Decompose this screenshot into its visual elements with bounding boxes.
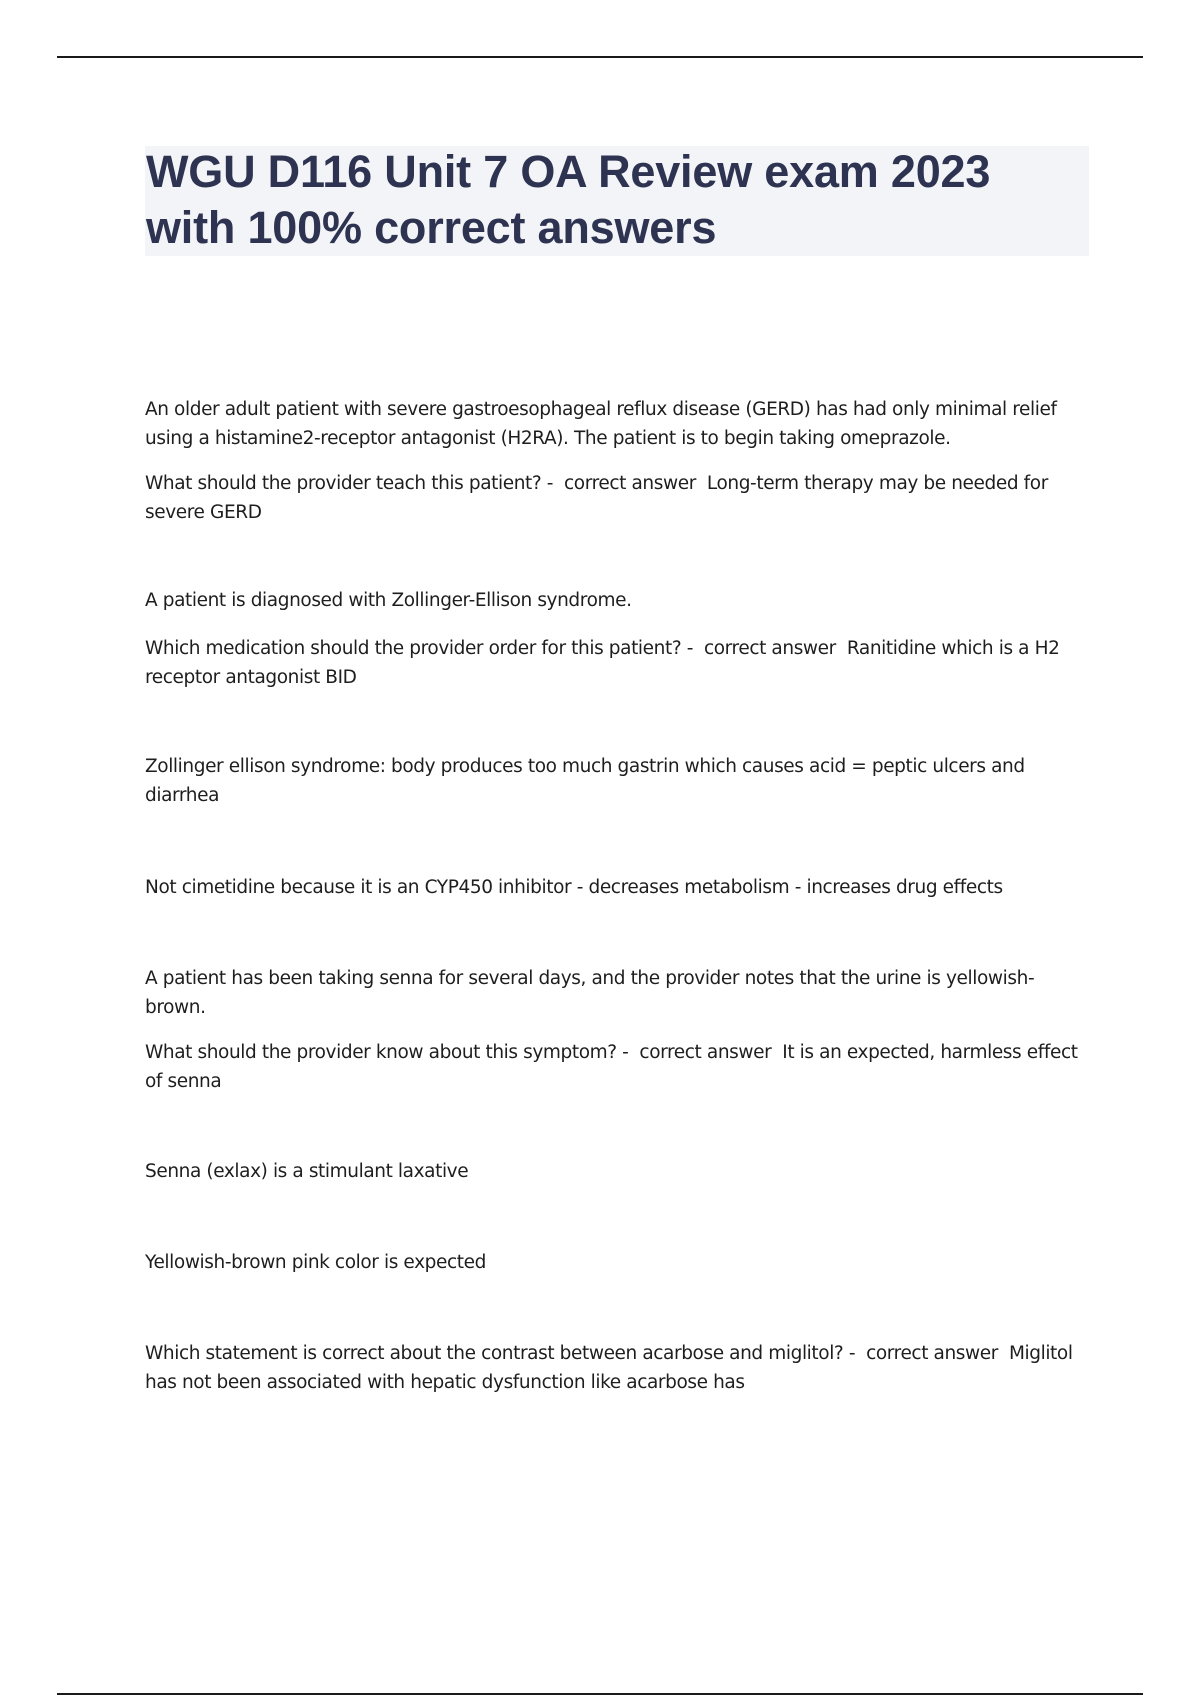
document-title: WGU D116 Unit 7 OA Review exam 2023 with 100% correct answers	[146, 146, 991, 253]
item-2-question: Which medication should the provider order for this patient?	[145, 638, 682, 659]
item-1-qa: What should the provider teach this patient? - correct answer Long-term therapy may be needed for severe GERD	[145, 473, 1048, 523]
item-2-marker: correct answer	[703, 638, 836, 659]
item-3-marker: correct answer	[639, 1042, 772, 1063]
item-2-answer: Ranitidine which is a H2 receptor antagonist BID	[145, 638, 1060, 688]
item-2-qa: Which medication should the provider order for this patient? - correct answer Ranitidine which is a H2 receptor antagonist BID	[145, 638, 1060, 688]
item-1-marker: correct answer	[564, 473, 696, 494]
item-4-answer: Miglitol has not been associated with hepatic dysfunction like acarbose has	[145, 1343, 1073, 1393]
item-1-answer: Long-term therapy may be needed for severe GERD	[145, 473, 1048, 523]
item-3-stem: A patient has been taking senna for several days, and the provider notes that the urine is yellowish-brown.	[145, 968, 1035, 1018]
item-4-marker: correct answer	[866, 1343, 998, 1364]
bottom-rule	[57, 1693, 1143, 1695]
item-1-stem: An older adult patient with severe gastroesophageal reflux disease (GERD) has had only minimal relief using a histamine2-receptor antagonist (H2RA). The patient is to begin taking omeprazole.	[145, 399, 1057, 449]
note-zollinger: Zollinger ellison syndrome: body produces too much gastrin which causes acid = peptic ulcers and diarrhea	[145, 756, 1025, 806]
item-4-question: Which statement is correct about the contrast between acarbose and miglitol?	[145, 1343, 844, 1364]
item-4-qa: Which statement is correct about the contrast between acarbose and miglitol? - correct answer Miglitol has not been associated with hepatic dysfunction like acarbose has	[145, 1343, 1073, 1393]
note-senna: Senna (exlax) is a stimulant laxative	[145, 1161, 469, 1182]
note-cimetidine: Not cimetidine because it is an CYP450 inhibitor - decreases metabolism - increases drug effects	[145, 877, 1003, 898]
item-3-answer: It is an expected, harmless effect of senna	[145, 1042, 1078, 1092]
note-urine-color: Yellowish-brown pink color is expected	[145, 1252, 486, 1273]
item-2-stem: A patient is diagnosed with Zollinger-Ellison syndrome.	[145, 590, 632, 611]
item-1-question: What should the provider teach this patient?	[145, 473, 542, 494]
item-3-question: What should the provider know about this symptom?	[145, 1042, 617, 1063]
item-3-qa: What should the provider know about this symptom? - correct answer It is an expected, harmless effect of senna	[145, 1042, 1078, 1092]
top-rule	[57, 56, 1143, 58]
